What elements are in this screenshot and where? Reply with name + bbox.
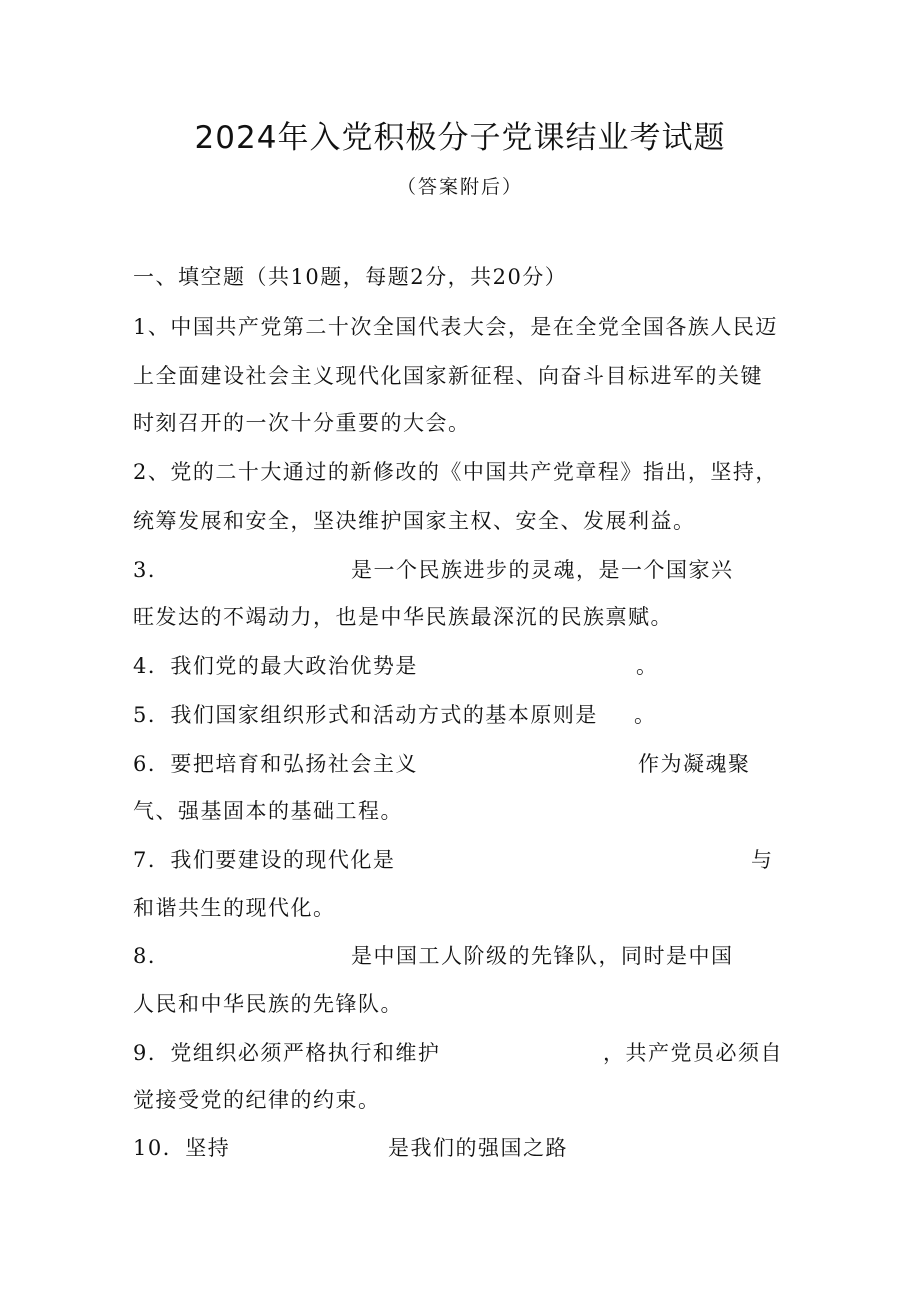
- question-4-suffix: 。: [636, 654, 659, 678]
- question-3-continuation: 旺发达的不竭动力，也是中华民族最深沉的民族禀赋。: [133, 605, 673, 629]
- section-heading: 一、填空题（共10题，每题2分，共20分）: [133, 265, 568, 289]
- question-6-suffix: 作为凝魂聚: [638, 752, 751, 776]
- question-2-line-1: 2、党的二十大通过的新修改的《中国共产党章程》指出，坚持，: [133, 460, 778, 484]
- question-7-continuation: 和谐共生的现代化。: [133, 896, 336, 920]
- question-1-line-3: 时刻召开的一次十分重要的大会。: [133, 411, 471, 435]
- question-10-prefix: 10．坚持: [133, 1136, 231, 1160]
- question-5-suffix: 。: [634, 703, 657, 727]
- question-5-prefix: 5．我们国家组织形式和活动方式的基本原则是: [133, 703, 598, 727]
- question-7-prefix: 7．我们要建设的现代化是: [133, 848, 396, 872]
- question-3-suffix: 是一个民族进步的灵魂，是一个国家兴: [351, 558, 734, 582]
- question-4-prefix: 4．我们党的最大政治优势是: [133, 654, 418, 678]
- question-6-prefix: 6．要把培育和弘扬社会主义: [133, 752, 418, 776]
- question-3-prefix: 3．: [133, 558, 171, 582]
- question-7-suffix: 与: [751, 848, 774, 872]
- question-8-suffix: 是中国工人阶级的先锋队，同时是中国: [351, 944, 734, 968]
- question-8-continuation: 人民和中华民族的先锋队。: [133, 992, 403, 1016]
- question-1-line-2: 上全面建设社会主义现代化国家新征程、向奋斗目标进军的关键: [133, 364, 763, 388]
- question-2-line-2: 统筹发展和安全，坚决维护国家主权、安全、发展利益。: [133, 509, 696, 533]
- question-9-prefix: 9．党组织必须严格执行和维护: [133, 1041, 441, 1065]
- question-6-continuation: 气、强基固本的基础工程。: [133, 799, 403, 823]
- question-8-prefix: 8．: [133, 944, 171, 968]
- document-title: 2024年入党积极分子党课结业考试题: [194, 120, 726, 156]
- question-1-line-1: 1、中国共产党第二十次全国代表大会，是在全党全国各族人民迈: [133, 315, 778, 339]
- question-9-continuation: 觉接受党的纪律的约束。: [133, 1088, 381, 1112]
- question-10-suffix: 是我们的强国之路: [388, 1136, 568, 1160]
- question-9-suffix: ，共产党员必须自: [603, 1041, 783, 1065]
- document-subtitle: （答案附后）: [396, 176, 523, 198]
